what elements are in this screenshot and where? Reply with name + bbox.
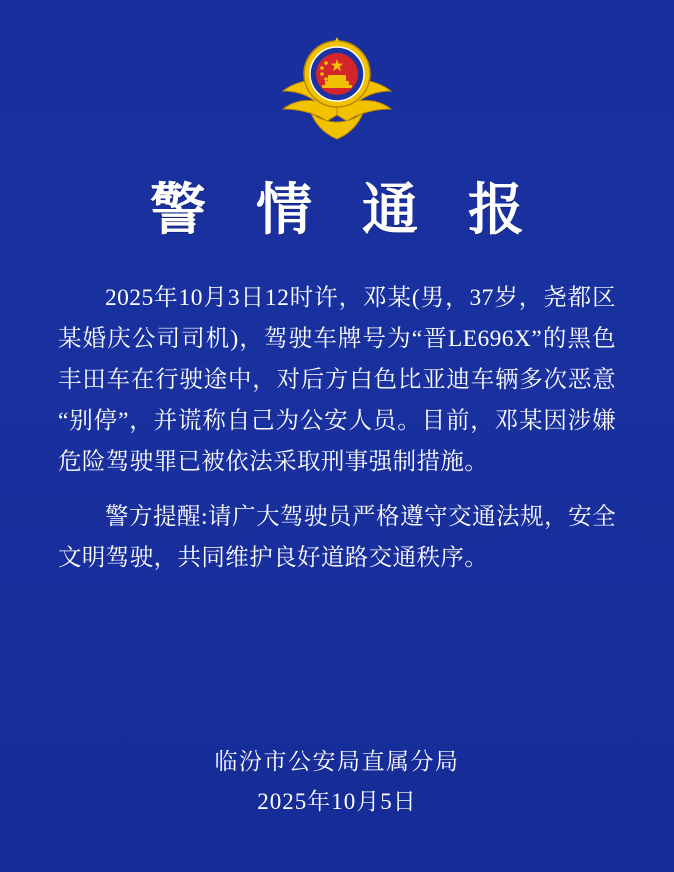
issuing-organization: 临汾市公安局直属分局 <box>214 749 460 774</box>
emblem-container <box>38 26 636 144</box>
china-police-badge-icon <box>271 29 403 141</box>
issue-date: 2025年10月5日 <box>257 789 417 814</box>
notice-footer <box>38 744 636 872</box>
page-title: 警 情 通 报 <box>150 180 542 242</box>
paragraph-2: 警方提醒:请广大驾驶员严格遵守交通法规，安全文明驾驶，共同维护良好道路交通秩序。 <box>58 504 616 571</box>
notice-body <box>38 278 636 585</box>
paragraph-1: 2025年10月3日12时许，邓某(男，37岁，尧都区某婚庆公司司机)，驾驶车牌号为“晋LE696X”的黑色丰田车在行驶途中，对后方白色比亚迪车辆多次恶意“别停”，并谎称自己为公安人员。目前，邓某因涉嫌危险驾驶罪已被依法采取刑事强制措施。 <box>58 285 616 475</box>
